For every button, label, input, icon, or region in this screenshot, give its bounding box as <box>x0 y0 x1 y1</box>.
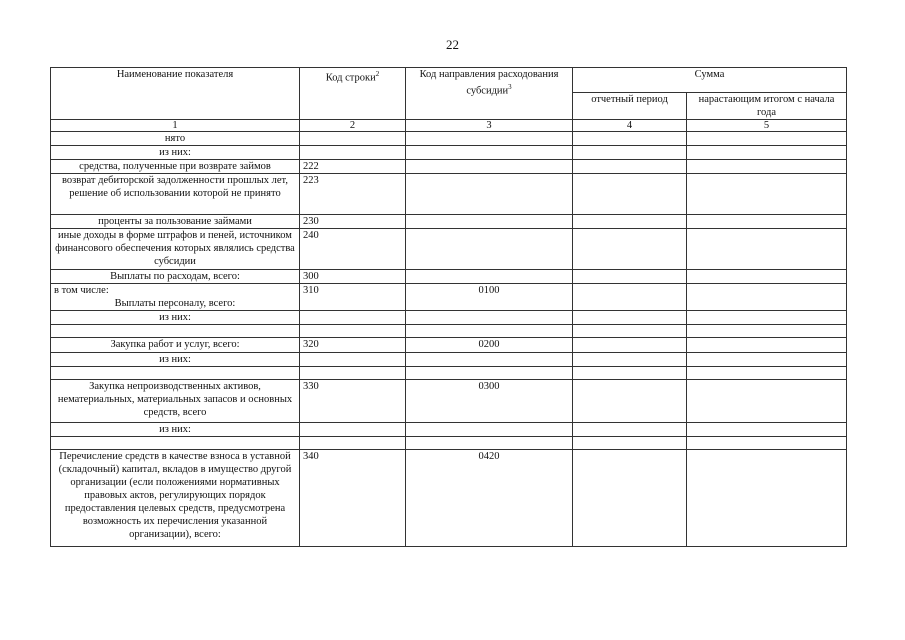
row-direction <box>406 353 573 367</box>
row-period-cell <box>573 146 687 160</box>
row-period-cell <box>573 325 687 338</box>
row-direction <box>406 423 573 437</box>
row-code: 330 <box>300 380 406 423</box>
row-period-cell <box>573 353 687 367</box>
row-period-cell <box>573 338 687 353</box>
row-cumulative-cell <box>687 229 847 270</box>
row-code <box>300 367 406 380</box>
report-table <box>50 67 847 547</box>
row-period-cell <box>573 311 687 325</box>
row-cumulative-cell <box>687 380 847 423</box>
row-name <box>51 437 300 450</box>
row-name: нято <box>51 132 300 146</box>
row-code <box>300 146 406 160</box>
row-name <box>51 284 300 311</box>
row-name <box>51 367 300 380</box>
header-period: отчетный период <box>573 93 687 120</box>
table-row <box>51 160 847 174</box>
table-row <box>51 132 847 146</box>
row-code <box>300 353 406 367</box>
row-direction <box>406 146 573 160</box>
table-row <box>51 325 847 338</box>
row-name: проценты за пользование займами <box>51 215 300 229</box>
row-name: из них: <box>51 353 300 367</box>
row-code <box>300 132 406 146</box>
row-period-cell <box>573 380 687 423</box>
column-number: 4 <box>573 120 687 132</box>
row-name: иные доходы в форме штрафов и пеней, источником финансового обеспечения которых являлись средства субсидии <box>51 229 300 270</box>
row-name: Закупка непроизводственных активов, нематериальных, материальных запасов и основных средств, всего <box>51 380 300 423</box>
row-cumulative-cell <box>687 325 847 338</box>
header-name: Наименование показателя <box>51 68 300 120</box>
row-name: возврат дебиторской задолженности прошлых лет, решение об использовании которой не принято <box>51 174 300 215</box>
row-direction <box>406 367 573 380</box>
row-period-cell <box>573 229 687 270</box>
column-number: 2 <box>300 120 406 132</box>
row-period-cell <box>573 423 687 437</box>
row-name-main: Выплаты персоналу, всего: <box>114 298 236 309</box>
row-code: 230 <box>300 215 406 229</box>
table-row <box>51 437 847 450</box>
row-period-cell <box>573 367 687 380</box>
row-cumulative-cell <box>687 132 847 146</box>
row-name: Закупка работ и услуг, всего: <box>51 338 300 353</box>
row-code <box>300 325 406 338</box>
row-period-cell <box>573 215 687 229</box>
row-name: из них: <box>51 146 300 160</box>
column-number: 3 <box>406 120 573 132</box>
row-cumulative-cell <box>687 146 847 160</box>
row-name: средства, полученные при возврате займов <box>51 160 300 174</box>
row-cumulative-cell <box>687 423 847 437</box>
table-row <box>51 380 847 423</box>
page-number: 22 <box>446 37 459 52</box>
row-direction: 0100 <box>406 284 573 311</box>
row-period-cell <box>573 437 687 450</box>
header-sum: Сумма <box>573 68 847 93</box>
row-period-cell <box>573 174 687 215</box>
row-period-cell <box>573 270 687 284</box>
table-row <box>51 367 847 380</box>
table-row <box>51 450 847 547</box>
row-cumulative-cell <box>687 353 847 367</box>
table-row <box>51 338 847 353</box>
row-name: из них: <box>51 423 300 437</box>
table-row <box>51 353 847 367</box>
row-cumulative-cell <box>687 450 847 547</box>
row-direction <box>406 437 573 450</box>
row-name-prefix: в том числе: <box>54 285 109 296</box>
row-cumulative-cell <box>687 311 847 325</box>
row-name: Перечисление средств в качестве взноса в уставной (складочный) капитал, вкладов в имущество другой организации (если положениями нормативных правовых актов, регулирующих порядок предоставления целевых средств, предусмотрена возможность их перечисления указанной организации), всего: <box>51 450 300 547</box>
table-row <box>51 174 847 215</box>
row-cumulative-cell <box>687 367 847 380</box>
table-row <box>51 215 847 229</box>
row-direction: 0420 <box>406 450 573 547</box>
column-number: 5 <box>687 120 847 132</box>
row-period-cell <box>573 450 687 547</box>
table-row <box>51 423 847 437</box>
row-cumulative-cell <box>687 160 847 174</box>
row-code: 300 <box>300 270 406 284</box>
row-direction: 0200 <box>406 338 573 353</box>
header-cumulative: нарастающим итогом с начала года <box>687 93 847 120</box>
row-cumulative-cell <box>687 338 847 353</box>
table-row <box>51 146 847 160</box>
row-direction <box>406 229 573 270</box>
row-code: 310 <box>300 284 406 311</box>
table-row <box>51 270 847 284</box>
row-direction <box>406 160 573 174</box>
row-direction <box>406 215 573 229</box>
row-name <box>51 325 300 338</box>
row-period-cell <box>573 160 687 174</box>
row-cumulative-cell <box>687 215 847 229</box>
row-cumulative-cell <box>687 284 847 311</box>
row-code <box>300 423 406 437</box>
row-code: 222 <box>300 160 406 174</box>
header-direction: Код направления расходования субсидии$^3$ <box>406 68 573 120</box>
row-direction <box>406 311 573 325</box>
header-code: Код строки$^2$ <box>300 68 406 120</box>
row-code: 223 <box>300 174 406 215</box>
row-code: 320 <box>300 338 406 353</box>
row-name: из них: <box>51 311 300 325</box>
row-cumulative-cell <box>687 437 847 450</box>
row-code: 240 <box>300 229 406 270</box>
column-number: 1 <box>51 120 300 132</box>
row-cumulative-cell <box>687 270 847 284</box>
row-code: 340 <box>300 450 406 547</box>
row-direction: 0300 <box>406 380 573 423</box>
row-direction <box>406 325 573 338</box>
row-period-cell <box>573 132 687 146</box>
row-code <box>300 437 406 450</box>
row-cumulative-cell <box>687 174 847 215</box>
row-direction <box>406 132 573 146</box>
table-row <box>51 229 847 270</box>
row-direction <box>406 174 573 215</box>
table-row <box>51 311 847 325</box>
table-row <box>51 284 847 311</box>
row-name: Выплаты по расходам, всего: <box>51 270 300 284</box>
row-code <box>300 311 406 325</box>
row-direction <box>406 270 573 284</box>
row-period-cell <box>573 284 687 311</box>
